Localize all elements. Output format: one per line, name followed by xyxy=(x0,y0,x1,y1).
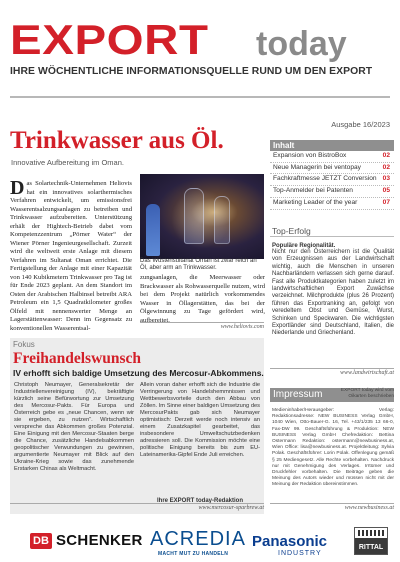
photo-bottle xyxy=(146,204,160,256)
top-erfolg-header: Top-Erfolg xyxy=(270,226,394,237)
main-article-col1-text: as Solartechnik-Unternehmen Heliovis hat ein innovatives solarthermisches Verfahren entwickelt, um emissionsfrei Wasserentsalzungsanlagen zu betreiben und Trinkwasser aufzubereiten. Unterstützung erhält der Hightech-Betrieb dabei vom Kompetenzzentrum „Pörner Water“ der Wiener Pörner Ingenieurgesellschaft. Zurzeit wird die weltweit erste Anlage mit diesem Verfahren im Sultanat Oman errichtet. Die Fertigstellung der Anlage mit einer Kapazität von 140 Kubikmetern Trinkwasser pro Tag ist für Ende 2023 geplant. An dem Standort im Osten der Arabischen Halbinsel betreibt ARA Petroleum ein 1,5 Quadratkilometer großes Ölfeld mit nennenswerter Menge an Lagerstättenwasser: Denn im Gegensatz zu konventionellen Wasserentsal- xyxy=(10,180,132,332)
inhalt-item-title: Expansion von BistroBox xyxy=(273,152,347,159)
fokus-column-1: Christoph Neumayer, Generalsekretär der Industriellenvereinigung (IV), bekräftigte kürzlich seine Befürwortung zur Umsetzung des Mercosur-Pakts. Für Europa und Österreich gebe es „neue Chancen, wenn wir sie ergeben, zu nutzen“. Wirtschaftlich verspreche das Abkommen großes Potenzial. Eine Einigung mit den Mercosur-Staaten berge die Chance, zusätzliche Handelsabkommen geopolitischer Verwundungen zu gewinnen, argumentierte Neumayer mit Blick auf den Ukraine-Krieg sowie das zunehmende Erstarken Chinas als Weltmacht. xyxy=(14,382,134,472)
masthead-rule xyxy=(10,96,390,98)
inhalt-item[interactable] xyxy=(270,163,394,175)
heliovis-link[interactable]: www.heliovis.com xyxy=(140,322,264,330)
panasonic-logo[interactable]: Panasonic xyxy=(252,533,328,550)
impressum-label: Impressum xyxy=(273,389,323,400)
inhalt-item-page: 05 xyxy=(382,187,390,195)
sponsor-bar xyxy=(0,515,400,562)
inhalt-item[interactable] xyxy=(270,174,394,186)
photo-glass xyxy=(214,196,230,244)
rittal-stripes xyxy=(358,530,384,536)
fokus-title: Freihandelswunsch xyxy=(13,350,142,367)
inhalt-list xyxy=(270,151,394,210)
photo-glass xyxy=(184,188,204,244)
top-erfolg-subhead: Populäre Regionalität. xyxy=(272,243,336,249)
inhalt-header: Inhalt xyxy=(270,140,394,151)
fokus-box xyxy=(10,338,264,514)
inhalt-item-page: 07 xyxy=(382,198,390,206)
inhalt-item[interactable] xyxy=(270,198,394,210)
impressum-note: EXPORT today wird vom Oikarten beschrieben xyxy=(340,388,394,399)
dropcap: D xyxy=(10,177,25,199)
fokus-label: Fokus xyxy=(13,340,35,349)
main-article-subtitle: Innovative Aufbereitung im Oman. xyxy=(11,158,124,167)
acredia-claim: MACHT MUT ZU HANDELN xyxy=(158,551,229,557)
acredia-logo[interactable]: ACREDIA xyxy=(150,528,246,550)
inhalt-item-page: 02 xyxy=(382,152,390,159)
fokus-author: Ihre EXPORT today-Redaktion xyxy=(157,498,244,504)
inhalt-item-title: Fachkraftmesse JETZT Conversion xyxy=(273,175,377,183)
issue-number: Ausgabe 16/2023 xyxy=(331,120,390,129)
inhalt-item-page: 02 xyxy=(382,163,390,171)
inhalt-item-page: 03 xyxy=(382,175,390,183)
newbusiness-link[interactable]: www.newbusiness.at xyxy=(270,503,394,511)
top-erfolg-text: Nicht nur den Österreichern ist die Qualität von Erzeugnissen aus der Landwirtschaft wichtig, auch die Menschen in unseren Nachbarländern verlassen sich gerne darauf. Fast alle Produktkategorien haben zuletzt im landwirtschaftlichen Export Zuwächse verzeichnet. Milchprodukte (plus 26 Prozent) führen das Exportranking an, gefolgt von veredeltem Obst und Gemüse, Wurst, Schinken und Speckwaren. Die wichtigsten Exportländer sind Deutschland, Italien, die Niederlande und Griechenland. xyxy=(272,249,394,337)
fokus-subtitle: IV erhofft sich baldige Umsetzung des Mercosur-Abkommens. xyxy=(13,368,264,378)
logo-export: EXPORT xyxy=(10,16,209,63)
main-article-column-1 xyxy=(10,177,132,332)
rittal-logo[interactable] xyxy=(354,527,388,555)
mercosur-link[interactable]: www.mercosur-sparbrew.at xyxy=(10,503,264,511)
main-article-column-2: zungsanlagen, die Meerwasser oder Brackwasser als Rohwasserquelle nutzen, wird bei dem Projekt natürlich vorkommendes Wasser in Öllagerstätten, das bei der Ölgewinnung zu Tage gefördert wird, aufbereitet. xyxy=(140,274,265,324)
top-erfolg-box xyxy=(270,224,394,348)
masthead xyxy=(10,18,392,78)
schenker-logo[interactable]: SCHENKER xyxy=(56,532,143,549)
article-photo xyxy=(140,174,264,259)
impressum-box xyxy=(270,388,394,514)
inhalt-item[interactable] xyxy=(270,151,394,163)
landwirtschaft-link[interactable]: www.landwirtschaft.at xyxy=(270,368,394,376)
impressum-text: Medieninhaber/Herausgeber: Verlag: Redaktionsadresse: NEW BUSINESS Verlag GmbH, 1040 Wien, Otto-Bauer-G. 16, Tel. +43/1/235 13 66-0, Fax-DW 99. Geschäftsführung & Produktion: NEW BUSINESS Verlag GmbH Chefredaktion: Bettina Ostermann Redaktion: ostermann@newbusiness.at, Wien Office: lisa@newbusiness.at. Projektleitung: Sylvia Polak. Geschäftsführer: Lorin Polak. Offenlegung gemäß § 25 Mediengesetz. Alle Rechte vorbehalten. Nachdruck nur mit Genehmigung des Verlages. Irrtümer und Druckfehler vorbehalten. Die Beiträge geben die Meinung des Autors wieder und müssen nicht mit der Meinung der Redaktion übereinstimmen. xyxy=(272,408,394,488)
photo-caption: Das Wüstensultanat Oman ist zwar reich an Öl, aber arm an Trinkwasser. xyxy=(140,258,257,271)
db-logo[interactable]: DB xyxy=(30,533,52,549)
main-article-title: Trinkwasser aus Öl. xyxy=(10,127,224,154)
inhalt-item-title: Marketing Leader of the year xyxy=(273,198,358,206)
panasonic-industry-label: INDUSTRY xyxy=(278,550,322,557)
inhalt-box xyxy=(270,140,394,210)
inhalt-item-title: Neue Managerin bei ventopay xyxy=(273,163,361,171)
inhalt-item-title: Top-Anmelder bei Patenten xyxy=(273,187,353,195)
rittal-label: RITTAL xyxy=(358,544,384,551)
inhalt-item[interactable] xyxy=(270,186,394,198)
fokus-column-2: Allein voran daher erhofft sich die Industrie die Verringerung von Handelshemmnissen und Wettbewerbsvorteile durch den Abbau von Zöllen. Im Sinne einer baldigen Umsetzung des MercosurPakts gab sich Neumayer optimistisch: Derzeit werde noch intensiv an einem Zusatzkapitel gearbeitet, das insbesondere Umweltschutzbedenken adressieren soll. Die Kommission möchte eine politische Einigung bereits bis zum EU-Lateinamerika-Gipfel Ende Juli erreichen. xyxy=(140,382,260,458)
logo-today: today xyxy=(256,25,347,63)
tagline: IHRE WÖCHENTLICHE INFORMATIONSQUELLE RUND UM DEN EXPORT xyxy=(10,66,373,77)
